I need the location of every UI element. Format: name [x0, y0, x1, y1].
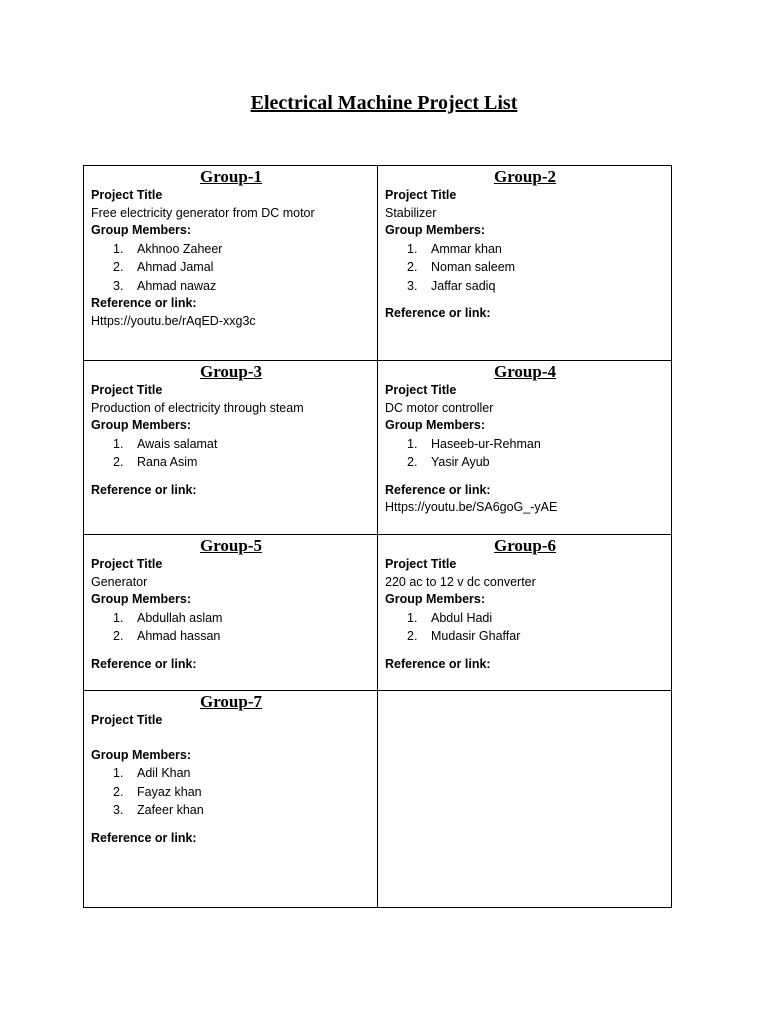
project-title-label: Project Title: [385, 383, 457, 397]
member-item: 2. Fayaz khan: [113, 784, 202, 799]
group-cell: [378, 535, 672, 691]
reference-label: Reference or link:: [385, 306, 491, 320]
members-list: [385, 609, 665, 646]
members-list: [91, 435, 371, 472]
group-cell: [84, 361, 378, 535]
member-item: 2. Rana Asim: [113, 455, 198, 469]
project-title-value: Generator: [91, 574, 148, 589]
project-title-label: Project Title: [91, 188, 163, 202]
group-members-label: Group Members:: [91, 747, 192, 762]
member-item: 2. Yasir Ayub: [407, 455, 490, 469]
group-heading: Group-3: [199, 362, 263, 381]
members-list: [91, 240, 371, 296]
member-item: 2. Ahmad Jamal: [113, 260, 214, 274]
member-item: 1. Awais salamat: [113, 436, 218, 451]
reference-label: Reference or link:: [91, 482, 197, 497]
group-heading: Group-7: [199, 692, 263, 711]
project-title-label: Project Title: [91, 557, 163, 571]
members-list: [385, 435, 665, 472]
reference-label: Reference or link:: [385, 656, 491, 671]
document-title: Electrical Machine Project List: [250, 92, 518, 114]
project-title-value: Free electricity generator from DC motor: [91, 205, 315, 220]
group-members-label: Group Members:: [91, 592, 192, 606]
member-item: 2. Noman saleem: [407, 260, 516, 274]
group-cell: [84, 535, 378, 691]
project-title-label: Project Title: [91, 713, 163, 727]
project-title-label: Project Title: [385, 188, 457, 202]
reference-label: Reference or link:: [385, 482, 491, 497]
member-item: 1. Adil Khan: [113, 766, 191, 780]
member-item: 1. Abdul Hadi: [407, 610, 493, 625]
group-members-label: Group Members:: [91, 223, 192, 237]
reference-link[interactable]: Https://youtu.be/SA6goG_-yAE: [385, 500, 558, 514]
reference-link[interactable]: Https://youtu.be/rAqED-xxg3c: [91, 313, 256, 328]
project-title-label: Project Title: [385, 557, 457, 571]
group-cell: [378, 361, 672, 535]
group-members-label: Group Members:: [385, 592, 486, 606]
members-list: [91, 609, 371, 646]
reference-label: Reference or link:: [91, 656, 197, 671]
group-heading: Group-1: [199, 167, 263, 186]
group-heading: Group-4: [493, 362, 557, 381]
member-item: 1. Abdullah aslam: [113, 610, 223, 625]
member-item: 2. Ahmad hassan: [113, 629, 221, 643]
member-item: 3. Ahmad nawaz: [113, 278, 217, 293]
member-item: 1. Haseeb-ur-Rehman: [407, 436, 541, 451]
group-cell: [378, 166, 672, 361]
group-members-label: Group Members:: [91, 418, 192, 432]
group-cell: [84, 166, 378, 361]
empty-cell: [378, 691, 672, 908]
member-item: 1. Ammar khan: [407, 241, 502, 256]
group-members-label: Group Members:: [385, 418, 486, 432]
project-title-value: Stabilizer: [385, 205, 437, 220]
project-title-value: DC motor controller: [385, 400, 494, 415]
member-item: 3. Jaffar sadiq: [407, 278, 496, 293]
project-title-label: Project Title: [91, 383, 163, 397]
member-item: 1. Akhnoo Zaheer: [113, 241, 223, 256]
group-heading: Group-2: [493, 167, 557, 186]
group-cell: [84, 691, 378, 908]
group-members-label: Group Members:: [385, 223, 486, 237]
project-title-value: Production of electricity through steam: [91, 400, 304, 415]
group-heading: Group-6: [493, 536, 557, 555]
project-table: [83, 165, 672, 908]
reference-label: Reference or link:: [91, 296, 197, 310]
members-list: [385, 240, 665, 296]
member-item: 3. Zafeer khan: [113, 803, 204, 817]
group-heading: Group-5: [199, 536, 263, 555]
reference-label: Reference or link:: [91, 830, 197, 845]
member-item: 2. Mudasir Ghaffar: [407, 629, 521, 643]
project-title-value: 220 ac to 12 v dc converter: [385, 574, 536, 589]
members-list: [91, 764, 371, 820]
